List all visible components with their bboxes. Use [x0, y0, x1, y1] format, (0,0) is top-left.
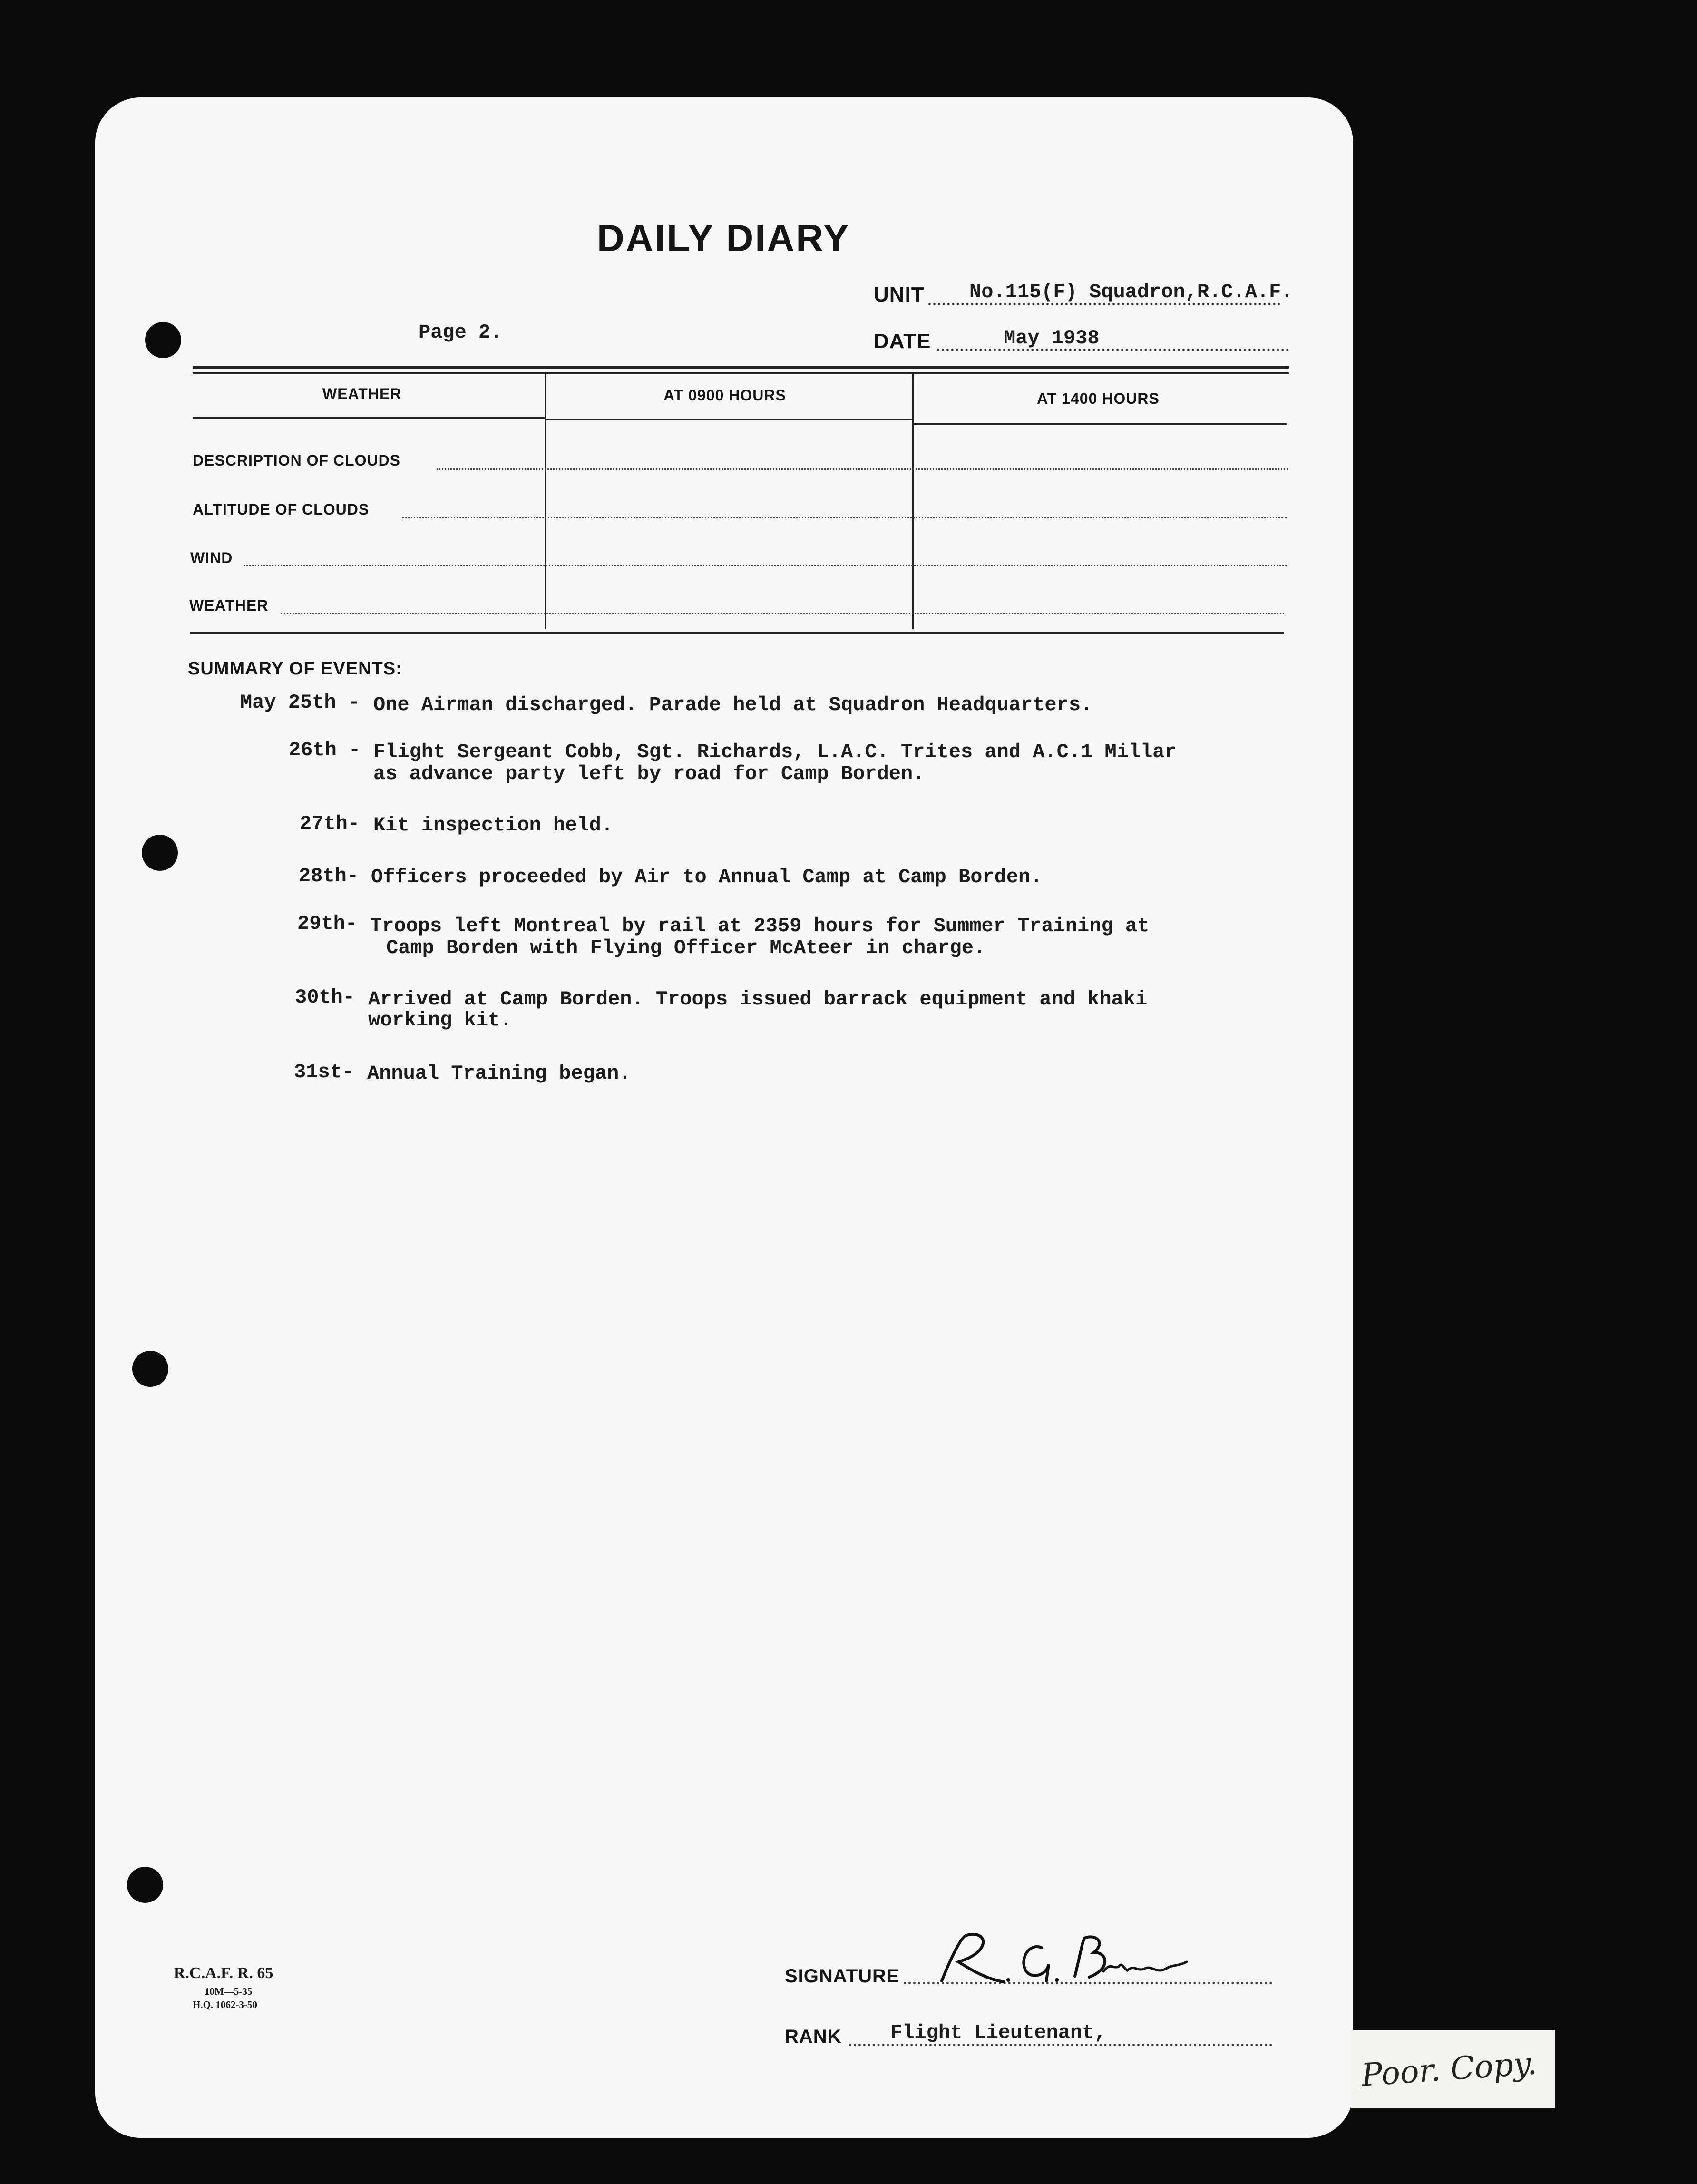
row-dotted-line — [437, 468, 1288, 470]
form-hq-code: H.Q. 1062-3-50 — [193, 1999, 257, 2010]
header-underline — [546, 419, 912, 420]
column-divider — [912, 372, 914, 629]
rank-value: Flight Lieutenant, — [890, 2021, 1106, 2044]
event-date: 28th- — [299, 865, 359, 887]
header-underline — [914, 423, 1287, 425]
rank-label: RANK — [785, 2026, 842, 2047]
row-dotted-line — [402, 517, 1287, 518]
unit-value: No.115(F) Squadron,R.C.A.F. — [969, 281, 1293, 303]
event-date: 26th - — [289, 739, 361, 761]
stamp-text: Poor. Copy. — [1360, 2045, 1538, 2094]
row-label-altitude-of-clouds: ALTITUDE OF CLOUDS — [193, 501, 370, 518]
column-header-1400: AT 1400 HOURS — [1037, 390, 1160, 407]
column-header-weather: WEATHER — [322, 385, 402, 402]
event-text: Annual Training began. — [367, 1062, 631, 1085]
form-print-code: 10M—5-35 — [205, 1986, 253, 1997]
event-text: as advance party left by road for Camp Borden. — [373, 762, 925, 785]
binder-hole — [132, 1351, 168, 1387]
table-bottom-rule — [190, 632, 1284, 634]
event-text: One Airman discharged. Parade held at Squadron Headquarters. — [373, 693, 1093, 716]
summary-heading: SUMMARY OF EVENTS: — [188, 659, 402, 679]
event-date: May 25th - — [240, 691, 361, 714]
event-text: Arrived at Camp Borden. Troops issued barrack equipment and khaki — [368, 988, 1148, 1011]
event-text: Flight Sergeant Cobb, Sgt. Richards, L.A.C. Trites and A.C.1 Millar — [373, 741, 1177, 763]
table-top-rule — [193, 366, 1289, 369]
event-date: 27th- — [300, 812, 360, 835]
signature-label: SIGNATURE — [785, 1966, 900, 1987]
unit-label: UNIT — [874, 283, 925, 306]
diary-sheet — [95, 98, 1353, 2138]
event-text: Officers proceeded by Air to Annual Camp at Camp Borden. — [371, 866, 1043, 888]
date-dotted-line — [937, 349, 1289, 351]
form-number: R.C.A.F. R. 65 — [174, 1964, 273, 1982]
column-divider — [545, 372, 546, 629]
table-top-rule — [193, 372, 1289, 374]
event-date: 30th- — [295, 986, 355, 1009]
column-header-0900: AT 0900 HOURS — [663, 387, 786, 404]
binder-hole — [145, 322, 181, 358]
row-dotted-line — [244, 565, 1287, 566]
page-number: Page 2. — [419, 321, 503, 344]
event-text: working kit. — [368, 1009, 512, 1032]
event-text: Camp Borden with Flying Officer McAteer in charge. — [386, 936, 986, 959]
event-text: Troops left Montreal by rail at 2359 hours for Summer Training at — [370, 915, 1150, 937]
row-label-weather: WEATHER — [189, 597, 269, 614]
event-date: 29th- — [297, 912, 358, 935]
row-label-description-of-clouds: DESCRIPTION OF CLOUDS — [193, 452, 401, 469]
event-text: Kit inspection held. — [373, 814, 614, 837]
date-value: May 1938 — [1004, 327, 1100, 350]
row-dotted-line — [281, 613, 1284, 614]
event-date: 31st- — [294, 1061, 354, 1083]
poor-copy-stamp — [1351, 2030, 1555, 2108]
binder-hole — [127, 1867, 163, 1903]
page-title: DAILY DIARY — [597, 217, 850, 259]
date-label: DATE — [874, 330, 931, 353]
row-label-wind: WIND — [190, 549, 233, 566]
handwritten-signature — [932, 1924, 1199, 1995]
header-underline — [193, 417, 545, 419]
binder-hole — [142, 835, 178, 871]
